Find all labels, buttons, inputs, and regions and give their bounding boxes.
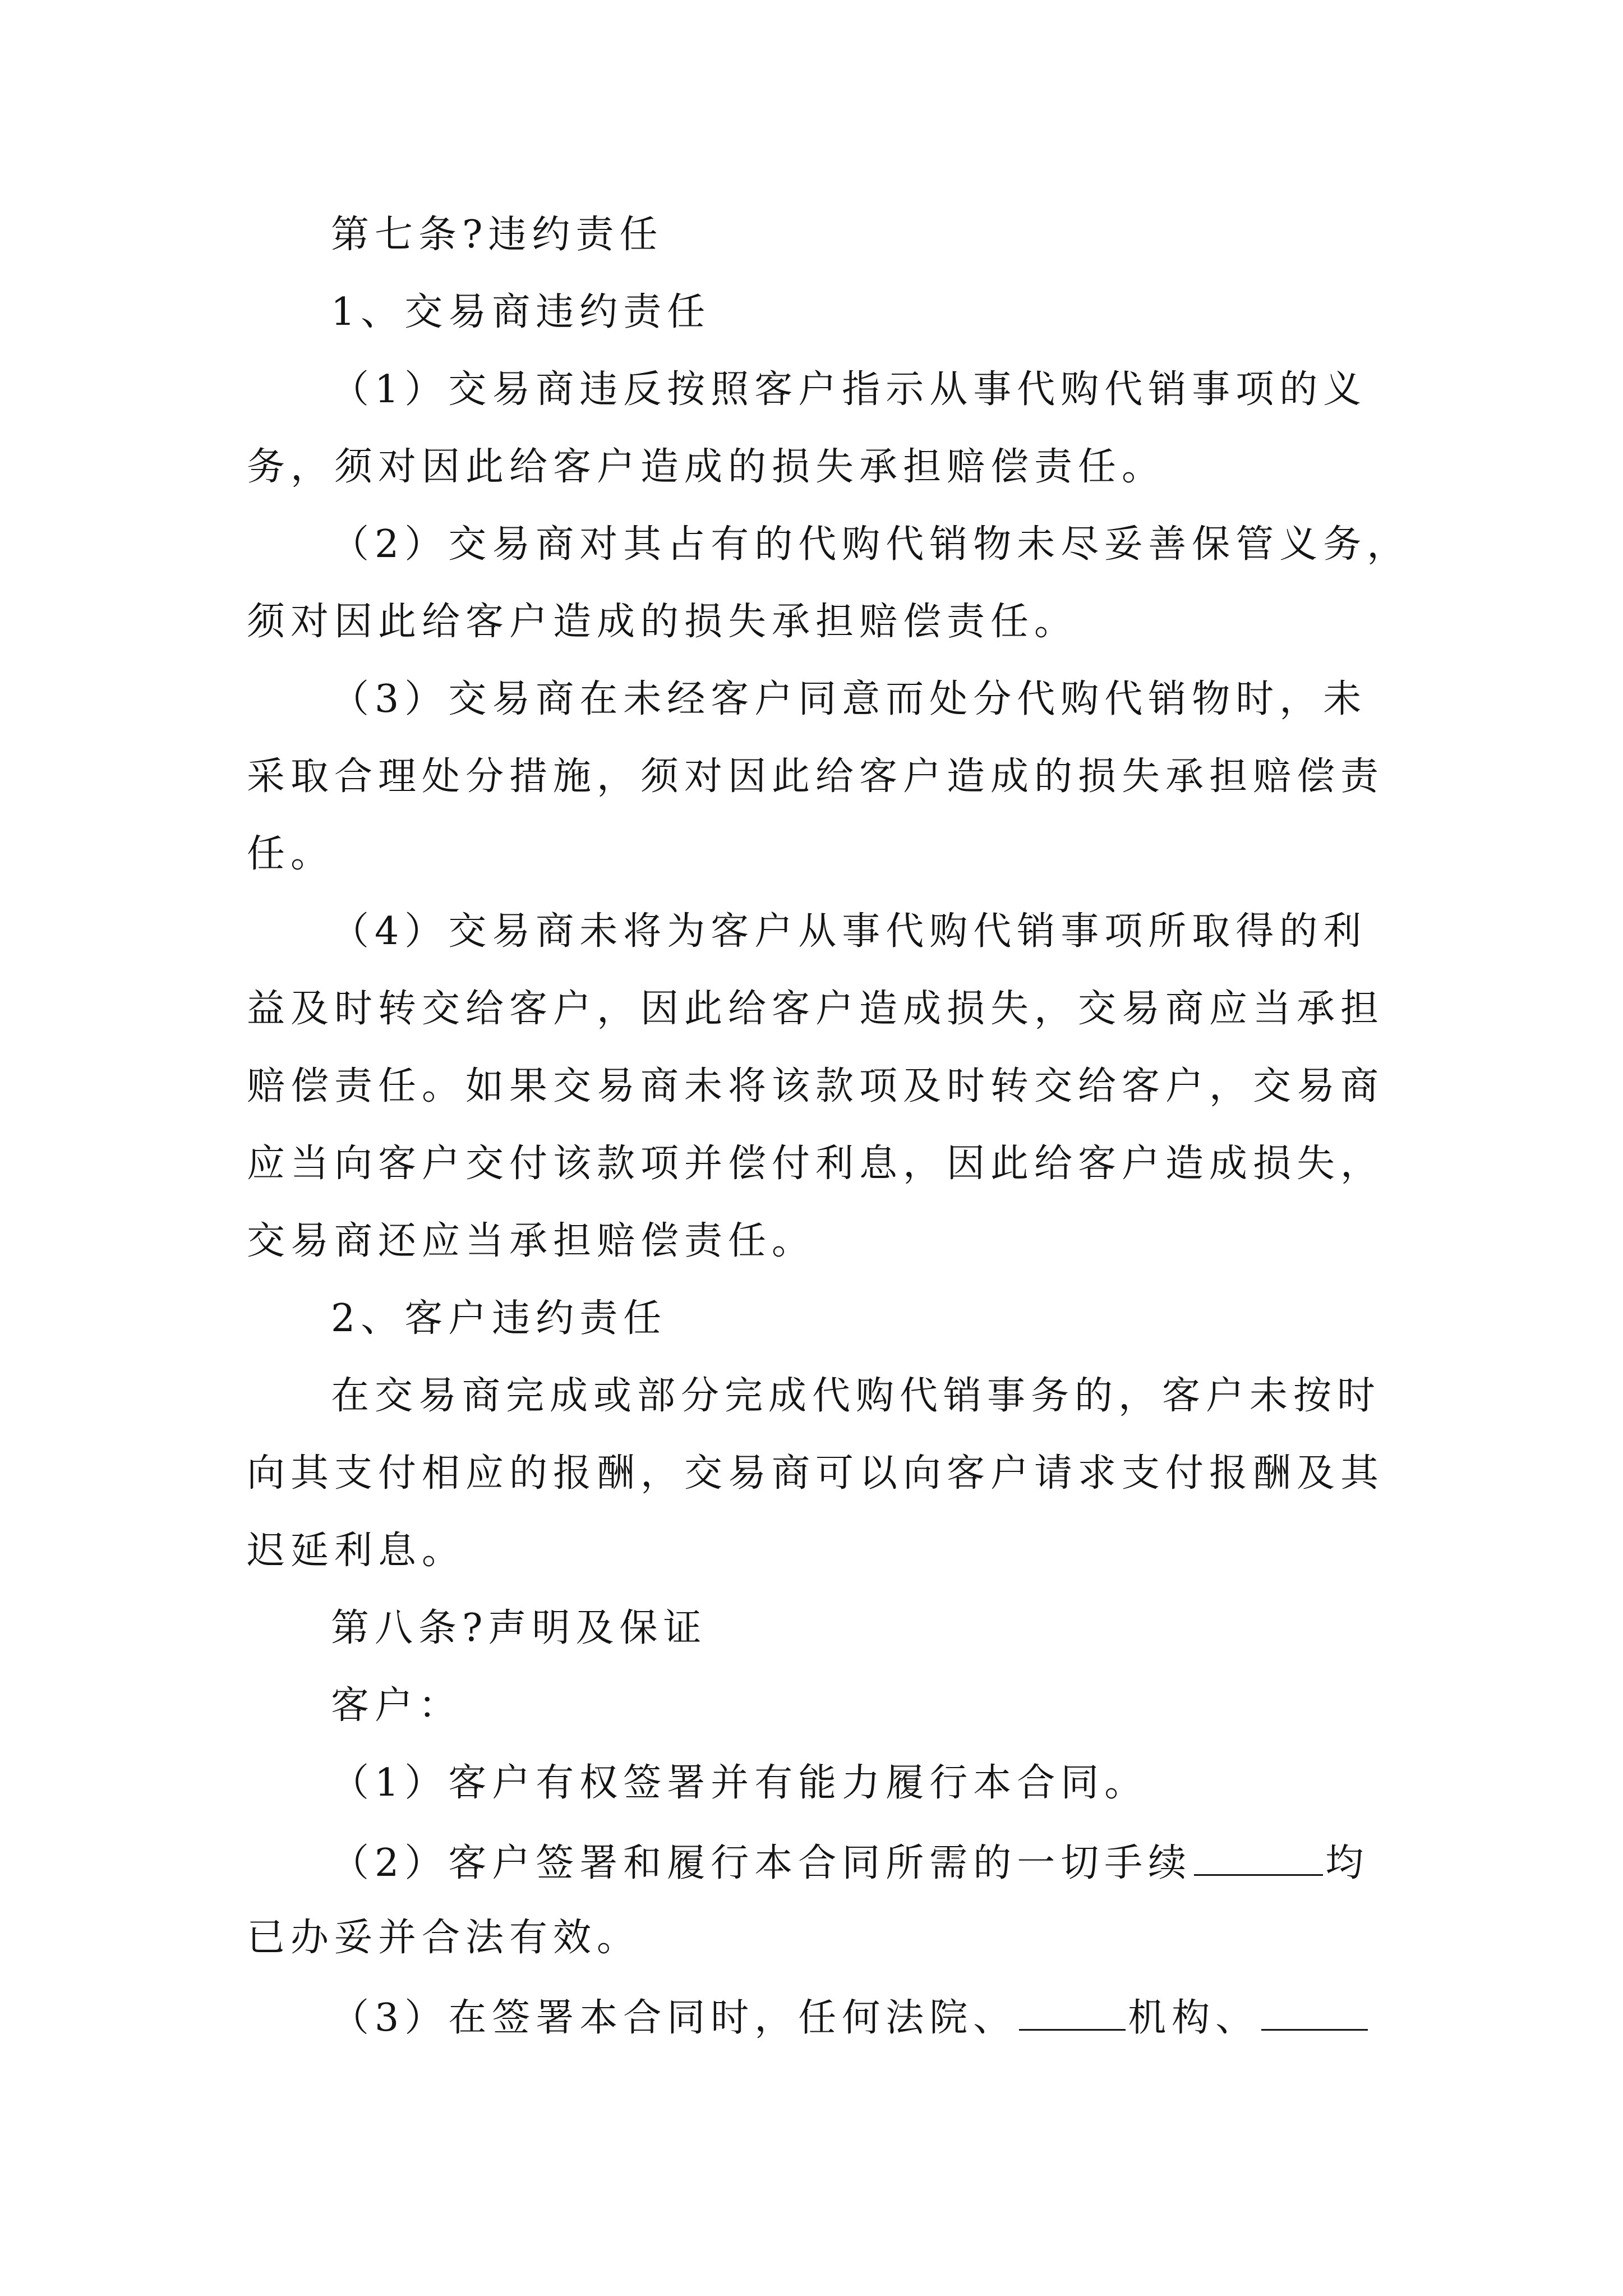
paragraph-line: （1）客户有权签署并有能力履行本合同。 [331, 1761, 1149, 1805]
paragraph-line: 益及时转交给客户，因此给客户造成损失，交易商应当承担 [247, 987, 1385, 1031]
paragraph-line: 迟延利息。 [247, 1529, 466, 1573]
paragraph-line: 在交易商完成或部分完成代购代销事务的，客户未按时 [331, 1374, 1381, 1418]
paragraph-text: （3）在签署本合同时，任何法院、 [331, 1996, 1017, 2040]
paragraph-line: 交易商还应当承担赔偿责任。 [247, 1219, 816, 1263]
paragraph-line: 赔偿责任。如果交易商未将该款项及时转交给客户，交易商 [247, 1064, 1385, 1108]
paragraph-line: （2）交易商对其占有的代购代销物未尽妥善保管义务， [331, 522, 1411, 567]
paragraph-line: 采取合理处分措施，须对因此给客户造成的损失承担赔偿责 [247, 754, 1385, 799]
paragraph-line: （4）交易商未将为客户从事代购代销事项所取得的利 [331, 909, 1367, 954]
paragraph-line: （3）交易商在未经客户同意而处分代购代销物时，未 [331, 677, 1367, 721]
paragraph-line: 任。 [247, 832, 335, 876]
paragraph-text: （2）客户签署和履行本合同所需的一切手续 [331, 1841, 1192, 1885]
section-heading-article-7: 第七条?违约责任 [331, 213, 663, 257]
party-label-customer: 客户： [331, 1683, 463, 1728]
paragraph-text: 机构、 [1128, 1996, 1260, 2040]
paragraph-line: 须对因此给客户造成的损失承担赔偿责任。 [247, 600, 1078, 644]
paragraph-line: （1）交易商违反按照客户指示从事代购代销事项的义 [331, 367, 1367, 412]
paragraph-line-with-blank [331, 1842, 1486, 1883]
paragraph-line-with-blanks [331, 1996, 1486, 2040]
fill-in-blank [1019, 1996, 1126, 2031]
fill-in-blank [1261, 1996, 1368, 2031]
paragraph-text: 均 [1325, 1841, 1370, 1885]
paragraph-line: 向其支付相应的报酬，交易商可以向客户请求支付报酬及其 [247, 1451, 1385, 1496]
paragraph-line: 已办妥并合法有效。 [247, 1916, 641, 1960]
paragraph-line: 应当向客户交付该款项并偿付利息，因此给客户造成损失， [247, 1142, 1385, 1186]
subsection-heading-customer-liability: 2、客户违约责任 [331, 1296, 667, 1341]
paragraph-line: 务，须对因此给客户造成的损失承担赔偿责任。 [247, 445, 1166, 489]
section-heading-article-8: 第八条?声明及保证 [331, 1606, 707, 1650]
subsection-heading-trader-liability: 1、交易商违约责任 [331, 290, 711, 334]
fill-in-blank [1194, 1842, 1323, 1876]
